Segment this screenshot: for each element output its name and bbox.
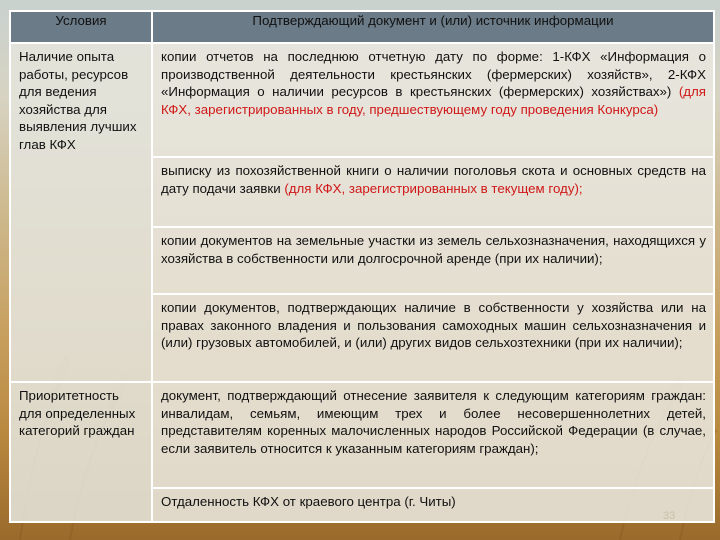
- document-household-book: [152, 157, 714, 227]
- document-reports: [152, 43, 714, 157]
- document-land-plots: копии документов на земельные участки из земель сельхозназначения, находящихся у хозяйства в собственности или долгосрочной аренде (при их наличии);: [152, 227, 714, 294]
- table-row: [10, 382, 714, 488]
- condition-experience: Наличие опыта работы, ресурсов для ведения хозяйства для выявления лучших глав КФХ: [10, 43, 152, 382]
- requirements-table: [9, 10, 715, 523]
- document-category-proof: документ, подтверждающий отнесение заявителя к следующим категориям граждан: инвалидам, семьям, имеющим трех и более несовершеннолетних детей, представителям коренных малочисленных народов Российской Федерации (в случае, если заявитель относится к указанным категориям граждан);: [152, 382, 714, 488]
- table-header-row: [10, 11, 714, 43]
- header-conditions: Условия: [10, 11, 152, 43]
- document-distance: Отдаленность КФХ от краевого центра (г. Читы): [152, 488, 714, 522]
- slide-number: 33: [663, 510, 676, 522]
- header-documents: Подтверждающий документ и (или) источник информации: [152, 11, 714, 43]
- document-household-book-text: выписку из похозяйственной книги о наличии поголовья скота и основных средств на дату подачи заявки: [161, 163, 706, 196]
- document-household-book-note: (для КФХ, зарегистрированных в текущем году);: [284, 180, 583, 196]
- table-row: [10, 43, 714, 157]
- condition-priority: Приоритетность для определенных категорий граждан: [10, 382, 152, 522]
- document-machinery: копии документов, подтверждающих наличие в собственности у хозяйства или на правах законного владения и пользования самоходных машин сельхозназначения и (или) грузовых автомобилей, и (или) других видов сельхозтехники (при их наличии);: [152, 294, 714, 382]
- document-reports-text: копии отчетов на последнюю отчетную дату по форме: 1-КФХ «Информация о производственной деятельности крестьянских (фермерских) хозяйств», 2-КФХ «Информация о наличии ресурсов в крестьянских (фермерских) хозяйствах»): [161, 49, 706, 99]
- document-reports-note: (для КФХ, зарегистрированных в году, предшествующему году проведения Конкурса): [161, 84, 706, 117]
